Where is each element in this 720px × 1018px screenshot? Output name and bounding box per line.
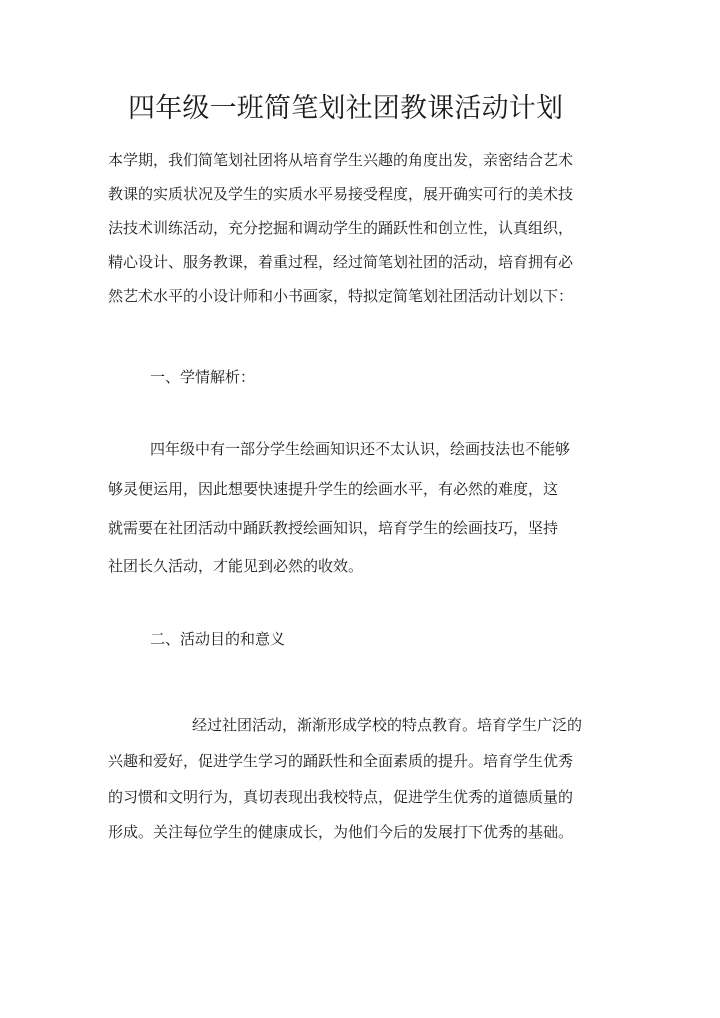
section-heading-2: 二、活动目的和意义	[150, 630, 286, 648]
intro-line: 精心设计、服务教课，着重过程，经过简笔划社团的活动，培育拥有必	[108, 253, 574, 271]
section2-line: 形成。关注每位学生的健康成长，为他们今后的发展打下优秀的基础。	[108, 823, 574, 841]
section1-line: 社团长久活动，才能见到必然的收效。	[108, 557, 364, 575]
intro-line: 本学期，我们简笔划社团将从培育学生兴趣的角度出发，亲密结合艺术	[108, 151, 574, 169]
section1-line: 就需要在社团活动中踊跃教授绘画知识，培育学生的绘画技巧，坚持	[108, 519, 559, 537]
document-title: 四年级一班简笔划社团教课活动计划	[128, 93, 564, 124]
intro-line: 然艺术水平的小设计师和小书画家，特拟定简笔划社团活动计划以下：	[108, 287, 574, 305]
intro-line: 法技术训练活动，充分挖掘和调动学生的踊跃性和创立性，认真组织，	[108, 219, 574, 237]
intro-line: 教课的实质状况及学生的实质水平易接受程度，展开确实可行的美术技	[108, 185, 574, 203]
section2-line: 经过社团活动，渐渐形成学校的特点教育。培育学生广泛的	[192, 716, 583, 734]
section1-line: 够灵便运用，因此想要快速提升学生的绘画水平，有必然的难度，这	[108, 480, 559, 498]
section1-line: 四年级中有一部分学生绘画知识还不太认识，绘画技法也不能够	[150, 440, 571, 458]
section2-line: 兴趣和爱好，促进学生学习的踊跃性和全面素质的提升。培育学生优秀	[108, 752, 574, 770]
section-heading-1: 一、学情解析：	[150, 368, 256, 386]
section2-line: 的习惯和文明行为，真切表现出我校特点，促进学生优秀的道德质量的	[108, 788, 574, 806]
